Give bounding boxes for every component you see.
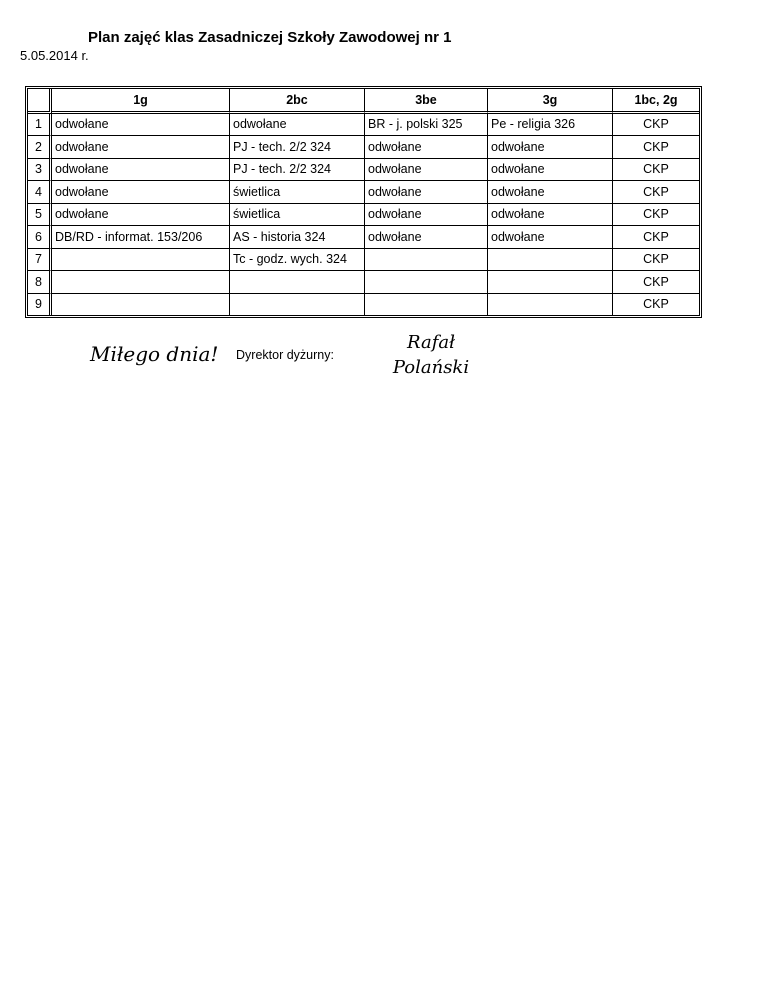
table-cell: CKP	[613, 249, 699, 272]
table-cell	[365, 249, 488, 272]
table-cell	[52, 294, 230, 316]
table-cell: odwołane	[488, 159, 613, 182]
table-cell	[365, 271, 488, 294]
table-cell: CKP	[613, 181, 699, 204]
signature-first-name: Rafał	[407, 332, 455, 353]
lesson-number: 3	[28, 159, 52, 182]
greeting-text: Miłego dnia!	[90, 342, 219, 366]
duty-director-label: Dyrektor dyżurny:	[236, 348, 334, 362]
document-date: 5.05.2014 r.	[20, 48, 89, 63]
row-number-header	[28, 89, 52, 114]
table-cell: odwołane	[488, 226, 613, 249]
lesson-number: 5	[28, 204, 52, 227]
table-cell	[52, 271, 230, 294]
table-cell: odwołane	[52, 159, 230, 182]
table-row	[28, 181, 699, 204]
table-row	[28, 271, 699, 294]
lesson-number: 7	[28, 249, 52, 272]
page-title: Plan zajęć klas Zasadniczej Szkoły Zawodowej nr 1	[88, 29, 452, 46]
lesson-number: 6	[28, 226, 52, 249]
table-cell: odwołane	[52, 204, 230, 227]
table-cell: PJ - tech. 2/2 324	[230, 136, 365, 159]
table-cell: CKP	[613, 136, 699, 159]
table-cell: CKP	[613, 159, 699, 182]
table-cell: świetlica	[230, 181, 365, 204]
table-row	[28, 136, 699, 159]
table-cell: odwołane	[488, 204, 613, 227]
column-header-1bc-2g: 1bc, 2g	[613, 89, 699, 114]
table-cell: odwołane	[365, 159, 488, 182]
column-header-2bc: 2bc	[230, 89, 365, 114]
table-cell	[52, 249, 230, 272]
table-cell: BR - j. polski 325	[365, 114, 488, 137]
table-cell: odwołane	[52, 114, 230, 137]
column-header-3g: 3g	[488, 89, 613, 114]
signature-last-name: Polański	[392, 357, 470, 378]
table-cell: odwołane	[365, 136, 488, 159]
table-cell: DB/RD - informat. 153/206	[52, 226, 230, 249]
table-cell: CKP	[613, 226, 699, 249]
table-cell	[488, 271, 613, 294]
table-cell: CKP	[613, 271, 699, 294]
table-cell	[230, 271, 365, 294]
table-cell	[230, 294, 365, 316]
table-cell	[365, 294, 488, 316]
table-cell: odwołane	[488, 181, 613, 204]
lesson-number: 9	[28, 294, 52, 316]
lesson-number: 1	[28, 114, 52, 137]
table-cell: Tc - godz. wych. 324	[230, 249, 365, 272]
column-header-1g: 1g	[52, 89, 230, 114]
table-cell: odwołane	[365, 181, 488, 204]
table-cell: odwołane	[365, 226, 488, 249]
table-cell: odwołane	[52, 136, 230, 159]
table-cell: świetlica	[230, 204, 365, 227]
table-cell: Pe - religia 326	[488, 114, 613, 137]
table-row	[28, 114, 699, 137]
table-cell: CKP	[643, 297, 669, 312]
table-cell: AS - historia 324	[230, 226, 365, 249]
schedule-table	[25, 86, 702, 318]
table-cell: CKP	[613, 204, 699, 227]
table-row	[28, 294, 699, 316]
table-row	[28, 204, 699, 227]
column-header-3be: 3be	[365, 89, 488, 114]
lesson-number: 4	[28, 181, 52, 204]
table-row	[28, 226, 699, 249]
table-row	[28, 249, 699, 272]
table-cell	[488, 294, 613, 316]
header-row	[28, 89, 699, 114]
lesson-number: 2	[28, 136, 52, 159]
table-cell: CKP	[613, 114, 699, 137]
table-cell: odwołane	[365, 204, 488, 227]
lesson-number: 8	[28, 271, 52, 294]
director-signature	[392, 330, 470, 380]
table-cell: odwołane	[230, 114, 365, 137]
table-row	[28, 159, 699, 182]
table-cell: odwołane	[488, 136, 613, 159]
table-cell: PJ - tech. 2/2 324	[230, 159, 365, 182]
table-cell	[488, 249, 613, 272]
table-cell: odwołane	[52, 181, 230, 204]
